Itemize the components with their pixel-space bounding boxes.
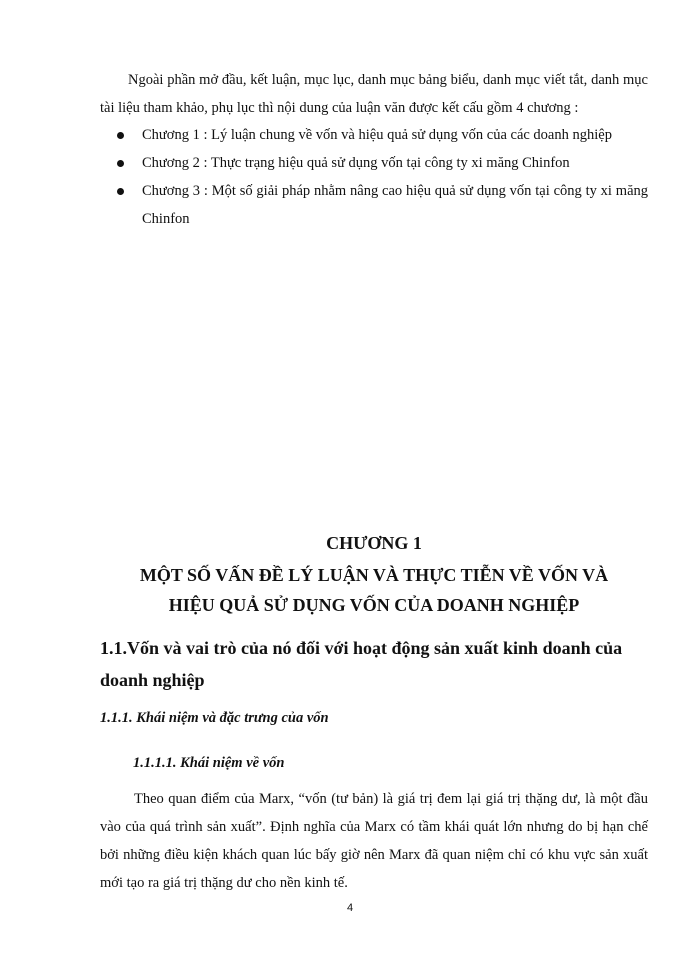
chapter-number: CHƯƠNG 1 xyxy=(326,533,422,553)
chapter-outline-list xyxy=(100,121,648,233)
chapter-title-line-1: MỘT SỐ VẤN ĐỀ LÝ LUẬN VÀ THỰC TIỄN VỀ VỐN VÀ xyxy=(139,565,609,585)
section-heading-1-1-1: 1.1.1. Khái niệm và đặc trưng của vốn xyxy=(100,710,329,726)
bullet-icon xyxy=(117,188,124,195)
list-item xyxy=(100,121,648,149)
list-item-text: Chương 2 : Thực trạng hiệu quả sử dụng vốn tại công ty xi măng Chinfon xyxy=(142,155,570,171)
page-number: 4 xyxy=(346,902,354,914)
list-item-text: Chương 1 : Lý luận chung về vốn và hiệu quả sử dụng vốn của các doanh nghiệp xyxy=(142,127,612,143)
intro-paragraph: Ngoài phần mở đầu, kết luận, mục lục, danh mục bảng biểu, danh mục viết tắt, danh mục tài liệu tham khảo, phụ lục thì nội dung của luận văn được kết cấu gồm 4 chương : xyxy=(100,72,648,116)
section-heading-1-1: 1.1.Vốn và vai trò của nó đối với hoạt động sản xuất kinh doanh của doanh nghiệp xyxy=(100,638,623,690)
list-item xyxy=(100,149,648,177)
list-item-text: Chương 3 : Một số giải pháp nhằm nâng cao hiệu quả sử dụng vốn tại công ty xi măng Chinfon xyxy=(142,183,648,227)
list-item xyxy=(100,177,648,233)
bullet-icon xyxy=(117,132,124,139)
body-paragraph: Theo quan điểm của Marx, “vốn (tư bản) là giá trị đem lại giá trị thặng dư, là một đầu vào của quá trình sản xuất”. Định nghĩa của Marx có tầm khái quát lớn nhưng do bị hạn chế bởi những điều kiện khách quan lúc bấy giờ nên Marx đã quan niệm chỉ có khu vực sản xuất mới tạo ra giá trị thặng dư cho nền kinh tế. xyxy=(100,791,648,891)
section-heading-1-1-1-1: 1.1.1.1. Khái niệm về vốn xyxy=(133,755,285,771)
chapter-title xyxy=(100,560,648,620)
chapter-title-line-2: HIỆU QUẢ SỬ DỤNG VỐN CỦA DOANH NGHIỆP xyxy=(168,595,580,615)
bullet-icon xyxy=(117,160,124,167)
